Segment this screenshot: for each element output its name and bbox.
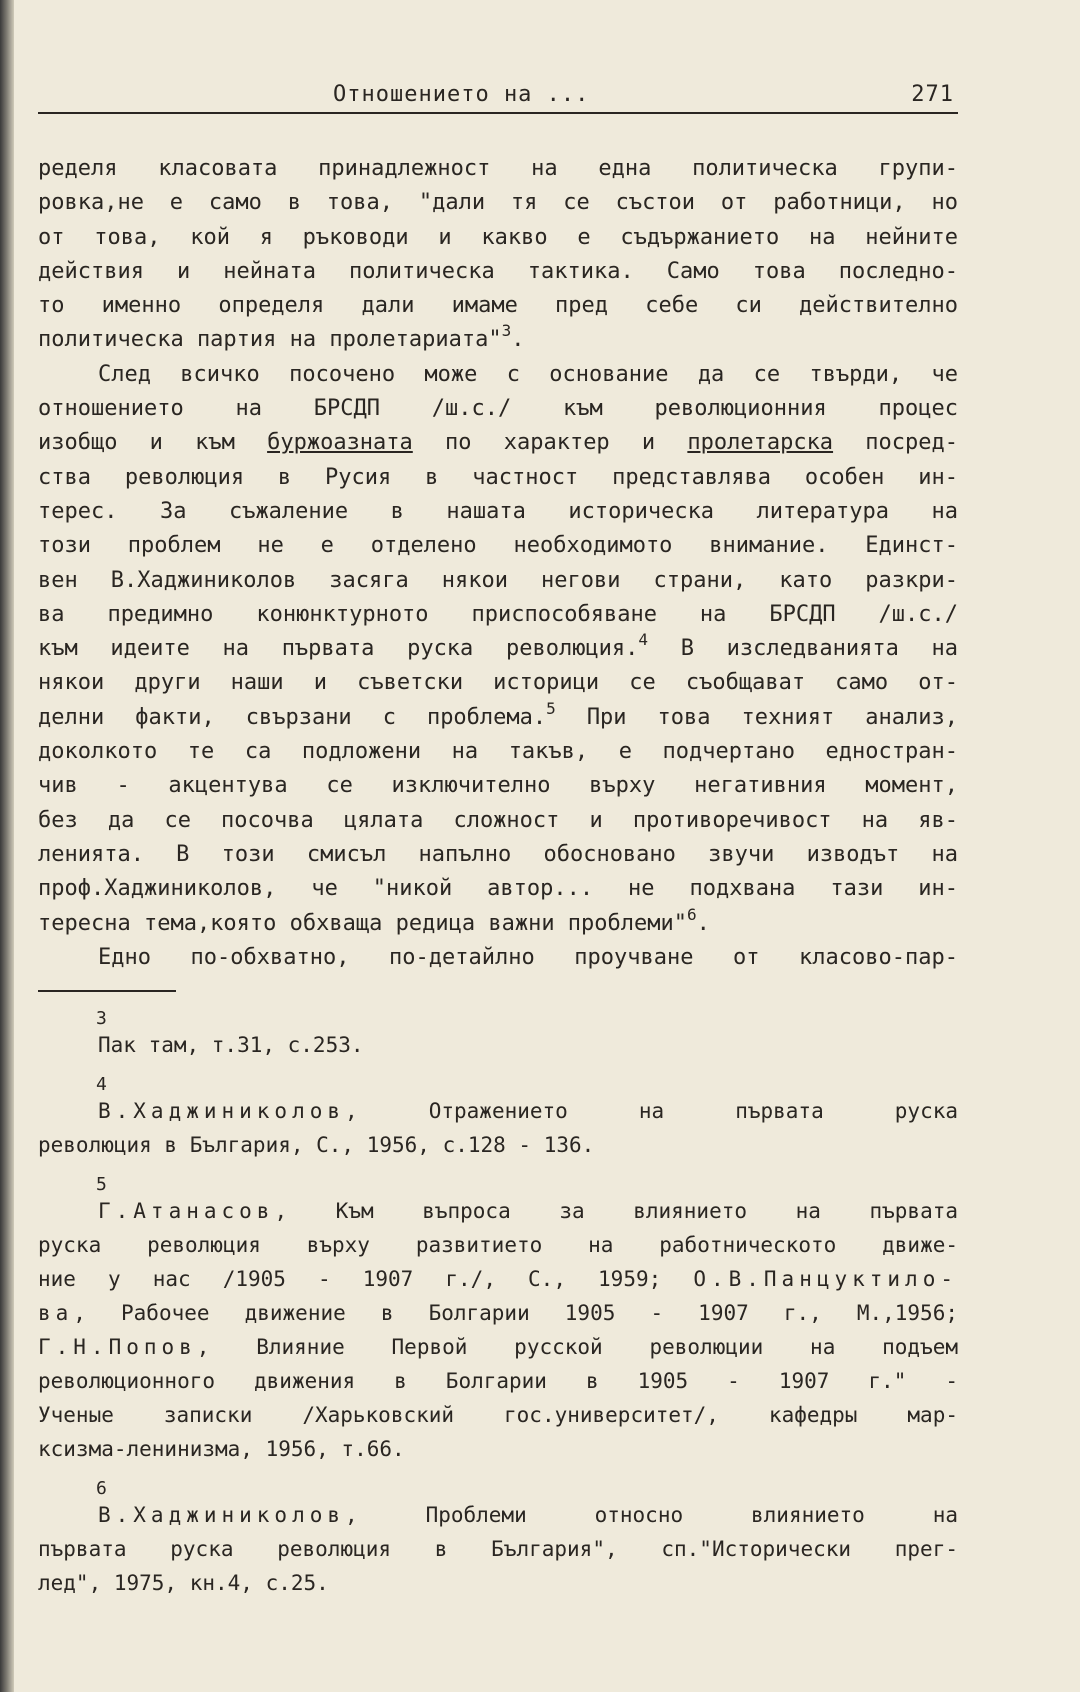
text-line: проф.Хаджиниколов, че "никой автор... не подхвана тази ин- bbox=[38, 876, 958, 902]
text-line: доколкото те са подложени на такъв, е подчертано едностран- bbox=[38, 739, 958, 765]
sentence-end: . bbox=[511, 327, 525, 353]
page-header bbox=[38, 78, 958, 114]
text-line: вен В.Хаджиниколов засяга някои негови страни, като разкри- bbox=[38, 567, 958, 593]
text-line: ределя класовата принадлежност на една политическа групи- bbox=[38, 156, 958, 181]
text-line: ровка,не е само в това, "дали тя се състои от работници, но bbox=[38, 190, 958, 216]
main-text bbox=[38, 152, 958, 975]
footnote-number: 5 bbox=[96, 1174, 107, 1195]
footnote bbox=[38, 1480, 958, 1600]
footnote-line: лед", 1975, кн.4, с.25. bbox=[38, 1571, 329, 1595]
footnote-line: ксизма-ленинизма, 1956, т.66. bbox=[38, 1437, 405, 1461]
footnote-ref: 3 bbox=[501, 323, 512, 341]
text-line: действия и нейната политическа тактика. Само това последно- bbox=[38, 258, 958, 284]
text-segment: , Отражението на първата руска bbox=[345, 1099, 958, 1123]
text-segment: по характер и bbox=[445, 430, 656, 456]
text-segment: , Рабочее движение в Болгарии 1905 - 1907 г., М.,1956; bbox=[73, 1301, 958, 1325]
text-line: терес. За съжаление в нашата историческа литература на bbox=[38, 498, 958, 524]
footnote-line bbox=[38, 1094, 958, 1128]
text-line: След всичко посочено може с основание да се твърди, че bbox=[98, 361, 958, 387]
footnote-line bbox=[38, 1296, 958, 1330]
text-segment: В изследванията на bbox=[680, 636, 958, 662]
page-number: 271 bbox=[911, 82, 954, 107]
text-line bbox=[38, 701, 958, 735]
footnote-author: О.В.Панцуктило- bbox=[693, 1267, 958, 1291]
text-line: без да се посочва цялата сложност и противоречивост на яв- bbox=[38, 807, 958, 833]
text-segment: политическа партия на пролетариата" bbox=[38, 327, 502, 353]
underlined-term: пролетарска bbox=[687, 430, 834, 456]
text-segment: , Проблеми относно влиянието на bbox=[345, 1503, 958, 1527]
text-segment: посред- bbox=[865, 430, 958, 456]
text-line bbox=[38, 426, 958, 460]
footnote-ref: 5 bbox=[546, 700, 556, 718]
text-segment: делни факти, свързани с проблема. bbox=[38, 704, 547, 730]
text-line: ленията. В този смисъл напълно обосновано звучи изводът на bbox=[38, 841, 958, 867]
footnote-line: Пак там, т.31, с.253. bbox=[98, 1033, 364, 1057]
text-segment: , Влияние Первой русской революции на подъем bbox=[196, 1335, 958, 1359]
footnote-line: революционного движения в Болгарии в 1905 - 1907 г." - bbox=[38, 1369, 958, 1393]
text-segment: тересна тема,която обхваща редица важни проблеми" bbox=[38, 910, 688, 936]
text-line: ства революция в Русия в частност представлява особен ин- bbox=[38, 464, 958, 490]
footnote-author: Г.Н.Попов bbox=[38, 1335, 197, 1359]
footnote bbox=[38, 1076, 958, 1162]
footnote-line: първата руска революция в България", сп."Исторически прег- bbox=[38, 1537, 958, 1561]
footnote-line: революция в България, С., 1956, с.128 - 136. bbox=[38, 1133, 595, 1157]
book-spine-shadow bbox=[0, 0, 14, 1692]
underlined-term: буржоазната bbox=[267, 430, 413, 456]
footnote-author: В.Хаджиниколов bbox=[98, 1503, 346, 1527]
footnote-line: руска революция върху развитието на работническото движе- bbox=[38, 1233, 958, 1257]
text-line: Едно по-обхватно, по-детайлно проучване от класово-пар- bbox=[98, 944, 958, 970]
footnote-line: Ученые записки /Харьковский гос.университет/, кафедры мар- bbox=[38, 1403, 958, 1427]
text-line: чив - акцентува се изключително върху негативния момент, bbox=[38, 773, 958, 799]
text-line: ва предимно конюнктурното приспособяване на БРСДП /ш.с./ bbox=[38, 601, 958, 627]
text-segment: изобщо и към bbox=[38, 430, 235, 456]
text-segment: ние у нас /1905 - 1907 г./, С., 1959; bbox=[38, 1267, 662, 1291]
footnote-ref: 6 bbox=[687, 906, 697, 924]
footnote-line bbox=[38, 1194, 958, 1228]
footnote bbox=[38, 1010, 958, 1062]
text-line bbox=[38, 907, 958, 941]
text-line: този проблем не е отделено необходимото внимание. Единст- bbox=[38, 533, 958, 559]
text-line bbox=[38, 323, 958, 357]
sentence-end: . bbox=[696, 910, 710, 936]
text-segment: При това техният анализ, bbox=[586, 704, 958, 730]
footnote-line bbox=[38, 1498, 958, 1532]
text-line: от това, кой я ръководи и какво е съдържанието на нейните bbox=[38, 224, 958, 250]
footnote-author: Г.Атанасов bbox=[98, 1199, 275, 1223]
text-segment: , Към въпроса за влиянието на първата bbox=[274, 1199, 958, 1223]
footnote-number: 4 bbox=[96, 1074, 107, 1095]
footnote-ref: 4 bbox=[638, 632, 649, 650]
footnote bbox=[38, 1176, 958, 1466]
text-line: някои други наши и съветски историци се съобщават само от- bbox=[38, 670, 958, 696]
text-line: отношението на БРСДП /ш.с./ към революционния процес bbox=[38, 396, 958, 422]
footnote-author: В.Хаджиниколов bbox=[98, 1099, 346, 1123]
text-line: то именно определя дали имаме пред себе си действително bbox=[38, 293, 958, 319]
text-line bbox=[38, 632, 958, 666]
footnote-line bbox=[38, 1262, 958, 1296]
footnote-author: ва bbox=[38, 1301, 74, 1325]
text-segment: към идеите на първата руска революция. bbox=[38, 636, 639, 662]
footnote-number: 6 bbox=[96, 1478, 107, 1499]
running-head: Отношението на ... bbox=[333, 82, 590, 107]
footnote-separator bbox=[38, 990, 176, 992]
footnote-number: 3 bbox=[96, 1008, 107, 1029]
footnote-line bbox=[38, 1330, 958, 1364]
footnotes bbox=[38, 1010, 958, 1614]
